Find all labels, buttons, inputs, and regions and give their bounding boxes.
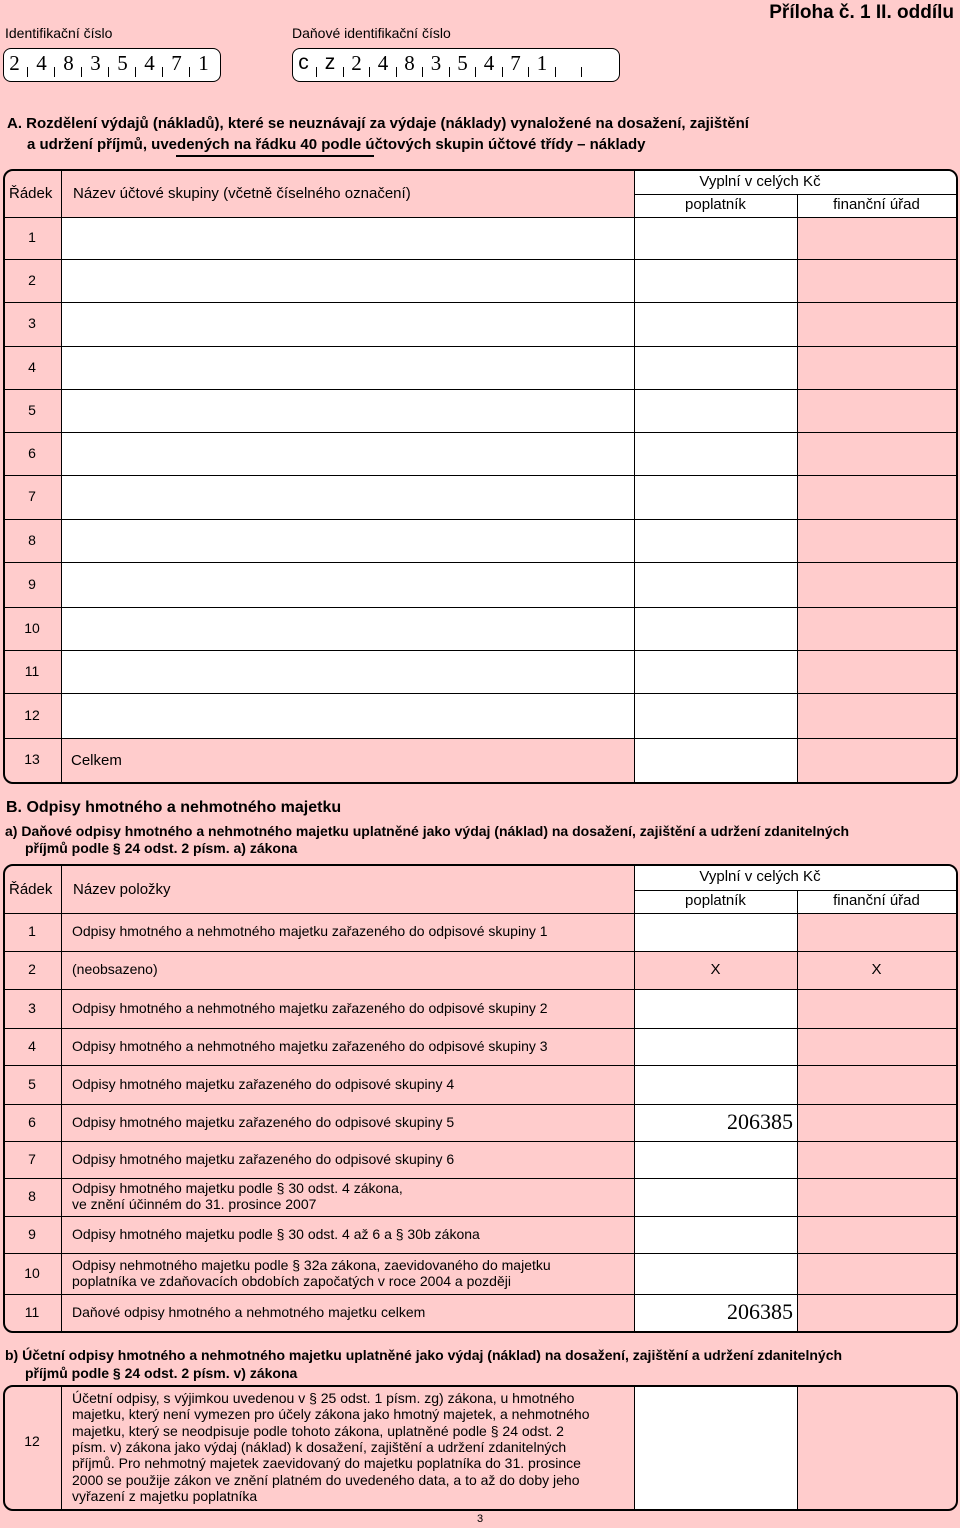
table-a-row-number: 9 [28,575,36,592]
table-b-row-number: 6 [28,1113,36,1130]
table-a-name-cell[interactable] [62,390,634,432]
table-a-col-office-header: finanční úřad [833,196,920,213]
table-b-header-sep [634,890,956,891]
table-a-header-sep [634,194,956,195]
ic-separator [54,67,55,77]
table-a-name-cell[interactable] [62,218,634,259]
table-a-col-fill-header: Vyplní v celých Kč [699,173,821,190]
table-a-payer-cell[interactable] [635,218,797,259]
table-a-row-number: 4 [28,358,36,375]
table-a-payer-cell[interactable] [635,608,797,650]
table-b-col-divider-office [797,913,798,1333]
table-a-row-number: 13 [24,751,40,767]
table-a-payer-cell[interactable] [635,476,797,519]
table-a-row-sep [5,475,956,476]
table-b-payer-cell[interactable] [635,1066,797,1104]
table-b-row-number: 4 [28,1037,36,1054]
ic-digit: 5 [117,51,128,75]
dic-char: 2 [351,51,362,75]
dic-char: 3 [430,51,442,75]
table-a-row-sep [5,562,956,563]
table-b-row-number: 9 [28,1225,36,1242]
ic-digit: 8 [63,51,74,75]
section-a-title-line2: a udržení příjmů, uvedených na řádku 40 podle účtových skupin účtové třídy – náklady [27,136,646,153]
dic-char: 8 [404,51,415,75]
table-b-row-label: Daňové odpisy hmotného a nehmotného majetku celkem [72,1303,426,1320]
dic-label: Daňové identifikační číslo [292,25,451,41]
table-c-row-label: 2000 se použije zákon ve znění platném do uvedeného data, a to až do doby jeho [72,1471,580,1488]
table-a-row-sep [5,389,956,390]
table-b-row-label: Odpisy hmotného a nehmotného majetku zařazeného do odpisové skupiny 3 [72,1037,548,1054]
table-b-row-number: 7 [28,1150,36,1167]
ic-digit: 2 [9,51,20,75]
table-a-name-cell[interactable] [62,347,634,389]
table-b-payer-value: 206385 [727,1298,793,1324]
table-a-row-sep [5,650,956,651]
table-b-payer-value: 206385 [727,1108,793,1134]
ic-digit: 4 [144,51,155,75]
table-a-row-sep [5,432,956,433]
table-a-payer-cell[interactable] [635,520,797,562]
table-a-row-number: 3 [28,315,36,331]
table-a-payer-cell[interactable] [635,303,797,346]
table-b-col-office-header: finanční úřad [833,891,920,909]
table-a-row-number: 6 [28,444,36,461]
table-a-payer-cell[interactable] [635,651,797,693]
table-a-col-payer-header: poplatník [685,196,746,213]
table-b-row-sep [5,989,956,990]
ic-separator [27,67,28,77]
table-a-payer-cell[interactable] [635,739,797,782]
table-a-row-number: 2 [28,271,36,288]
table-b-row-number: 5 [28,1075,36,1092]
table-a-row-number: 10 [24,619,40,636]
table-b-row-label: poplatníka ve zdaňovacích obdobích započatých v roce 2004 a později [72,1272,511,1289]
section-b-sub-b-line2: příjmů podle § 24 odst. 2 písm. v) zákona [25,1365,298,1381]
ic-digit: 7 [171,51,182,75]
ic-label: Identifikační číslo [5,25,113,41]
table-c-col-divider-office [797,1387,798,1509]
table-b-row-label: Odpisy nehmotného majetku podle § 32a zákona, zaevidovaného do majetku [72,1256,551,1273]
ic-separator [135,67,136,77]
table-a-col-row-header: Řádek [9,185,53,202]
table-a-col-divider-office [797,217,798,784]
dic-separator [528,67,529,77]
table-b-row-sep [5,1065,956,1066]
ic-field[interactable] [3,48,221,82]
section-b-table [3,864,958,1333]
table-b-row-number: 11 [24,1303,40,1320]
ic-digit: 4 [36,51,47,75]
table-a-row-number: 5 [28,401,36,418]
table-c-col-divider-row [61,1387,62,1509]
table-b-row-sep [5,1104,956,1105]
table-c-row-label: písm. v) zákona jako výdaj (náklad) k dosažení, zajištění a udržení zdanitelných [72,1438,567,1455]
table-b-row-label: Odpisy hmotného majetku zařazeného do odpisové skupiny 5 [72,1113,455,1130]
table-b-col-payer-header: poplatník [685,891,746,909]
dic-separator [502,67,503,77]
table-a-payer-cell[interactable] [635,433,797,475]
table-b-payer-cell[interactable] [635,990,797,1028]
table-a-name-cell[interactable] [62,694,634,738]
dic-separator [422,67,423,77]
table-c-row-label: příjmů. Pro nehmotný majetek zaevidovaný do majetku poplatníka do 31. prosince [72,1455,581,1472]
table-b-payer-cell[interactable] [635,1179,797,1216]
dic-field[interactable] [292,48,620,82]
ic-digit: 1 [198,51,209,75]
table-a-col-name-header: Název účtové skupiny (včetně číselného označení) [73,185,411,202]
table-a-name-cell[interactable] [62,651,634,693]
table-a-row-sep [5,607,956,608]
section-b-row12-table [3,1385,958,1511]
dic-char: z [324,51,336,74]
table-b-row-label: Odpisy hmotného majetku zařazeného do odpisové skupiny 6 [72,1150,455,1167]
page-number: 3 [476,1513,484,1525]
table-b-col-row-header: Řádek [9,880,53,898]
table-a-row-sep [5,738,956,739]
table-a-header-bottom [5,217,956,218]
table-a-row-number: 11 [24,662,40,679]
dic-separator [581,67,582,77]
table-a-name-cell[interactable] [62,520,634,562]
table-b-payer-x: X [710,961,721,978]
table-a-row-number: 12 [24,706,40,723]
table-a-row-sep [5,259,956,260]
table-a-payer-cell[interactable] [635,694,797,738]
table-b-row-number: 3 [28,999,36,1016]
table-b-row-label: (neobsazeno) [72,961,158,977]
dic-char: 5 [457,51,468,75]
table-b-row-sep [5,951,956,952]
dic-separator [396,67,397,77]
table-b-row-label: ve znění účinném do 31. prosince 2007 [72,1196,317,1212]
table-c-row-number: 12 [24,1433,40,1449]
table-b-header-bottom [5,913,956,914]
table-a-name-cell[interactable] [62,476,634,519]
section-b-sub-b-line1: b) Účetní odpisy hmotného a nehmotného majetku uplatněné jako výdaj (náklad) na dosažení, zajištění a udržení zdanitelných [5,1347,843,1363]
table-a-name-cell[interactable] [62,433,634,475]
table-b-payer-cell[interactable] [635,914,797,951]
table-b-row-label: Odpisy hmotného majetku podle § 30 odst. 4 až 6 a § 30b zákona [72,1225,480,1242]
table-a-payer-cell[interactable] [635,390,797,432]
table-c-row-label: vyřazení z majetku poplatníka [72,1487,258,1504]
table-b-col-divider-name [634,866,635,1331]
table-b-row-label: Odpisy hmotného a nehmotného majetku zařazeného do odpisové skupiny 2 [72,999,548,1016]
dic-char: 1 [536,51,548,75]
table-b-col-fill-header: Vyplní v celých Kč [699,868,821,885]
section-b-sub-a-line1: a) Daňové odpisy hmotného a nehmotného majetku uplatněné jako výdaj (náklad) na dosažení, zajištění a udržení zdanitelných [5,823,850,839]
dic-separator [449,67,450,77]
table-b-row-sep [5,1178,956,1179]
table-a-name-cell[interactable] [62,303,634,346]
table-b-payer-cell[interactable] [635,1142,797,1178]
table-a-payer-cell[interactable] [635,563,797,607]
table-b-row-label: Odpisy hmotného a nehmotného majetku zařazeného do odpisové skupiny 1 [72,923,548,939]
annex-title: Příloha č. 1 II. oddílu [769,2,954,23]
table-b-row-label: Odpisy hmotného majetku podle § 30 odst. 4 zákona, [72,1180,403,1196]
dic-char: 7 [510,51,521,75]
table-a-row-sep [5,302,956,303]
dic-char: 4 [377,51,389,75]
table-b-row-label: Odpisy hmotného majetku zařazeného do odpisové skupiny 4 [72,1075,455,1092]
table-a-col-divider-row [61,171,62,782]
dic-separator [369,67,370,77]
table-a-row-sep [5,519,956,520]
table-b-row-number: 10 [24,1264,40,1281]
table-c-col-divider-name [634,1387,635,1509]
section-a-table [3,169,958,784]
ic-separator [162,67,163,77]
ic-separator [189,67,190,77]
section-b-title: B. Odpisy hmotného a nehmotného majetku [6,799,342,816]
table-a-name-cell[interactable] [62,608,634,650]
section-a-underline [176,155,374,157]
table-a-row-sep [5,693,956,694]
table-a-row-number: 1 [28,229,36,245]
section-a-title-line1: A. Rozdělení výdajů (nákladů), které se neuznávají za výdaje (náklady) vynaložené na dosažení, zajištění [7,115,749,132]
dic-separator [475,67,476,77]
table-b-row-sep [5,1028,956,1029]
ic-separator [81,67,82,77]
table-b-payer-cell[interactable] [635,1217,797,1253]
dic-separator [555,67,556,77]
table-c-row-label: majetku, který není vymezen pro účely zákona jako hmotný majetek, a nehmotného [72,1406,590,1423]
table-b-row-number: 2 [28,961,36,977]
table-b-col-name-header: Název položky [73,880,171,898]
ic-separator [108,67,109,77]
table-b-row-sep [5,1253,956,1254]
table-b-payer-cell[interactable] [635,1029,797,1065]
section-b-sub-a-line2: příjmů podle § 24 odst. 2 písm. a) zákona [25,840,298,856]
table-a-row-number: 8 [28,531,36,548]
table-c-row-label: Účetní odpisy, s výjimkou uvedenou v § 25 odst. 1 písm. zg) zákona, u hmotného [72,1390,575,1406]
table-a-name-cell[interactable] [62,260,634,302]
table-b-payer-cell[interactable] [635,1254,797,1294]
dic-separator [343,67,344,77]
table-b-row-sep [5,1216,956,1217]
table-c-row-label: majetku, který se neodpisuje podle tohoto zákona, uplatněné podle § 24 odst. 2 [72,1422,564,1439]
table-a-payer-cell[interactable] [635,260,797,302]
table-b-col-divider-row [61,866,62,1331]
table-a-name-cell[interactable] [62,563,634,607]
table-b-row-number: 1 [28,923,36,939]
dic-char: c [298,51,309,74]
table-a-row-sep [5,346,956,347]
table-b-row-number: 8 [28,1188,36,1204]
ic-digit: 3 [90,51,101,75]
table-a-row-number: 7 [28,488,36,504]
table-b-row-sep [5,1141,956,1142]
table-a-payer-cell[interactable] [635,347,797,389]
table-a-col-divider-name [634,171,635,782]
dic-separator [316,67,317,77]
table-c-payer-cell[interactable] [635,1387,797,1509]
table-a-total-label: Celkem [71,752,122,769]
dic-char: 4 [483,51,495,75]
table-b-office-x: X [871,961,882,978]
table-b-row-sep [5,1294,956,1295]
